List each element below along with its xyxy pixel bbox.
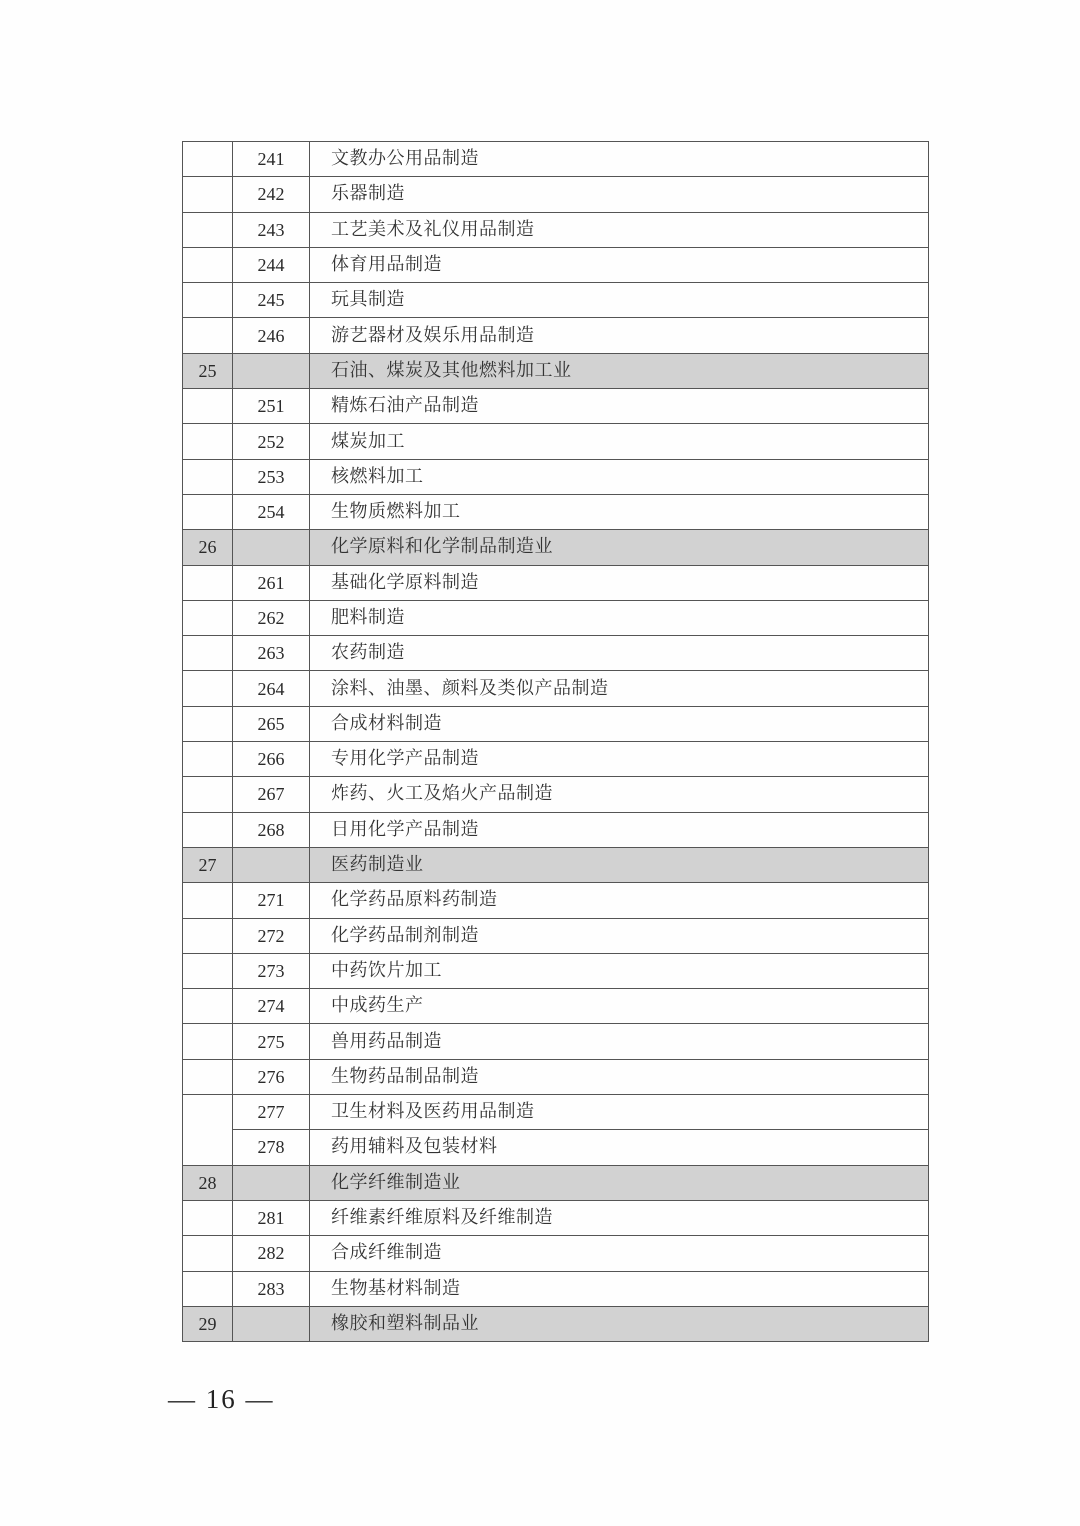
major-code-cell [183,812,233,847]
major-code-cell [183,918,233,953]
major-code-cell [183,424,233,459]
major-code-cell [183,565,233,600]
table-row [183,706,929,741]
major-code-cell: 27 [183,847,233,882]
major-code-cell [183,883,233,918]
major-code-cell [183,600,233,635]
table-row [183,142,929,177]
table-row [183,777,929,812]
major-code-cell [183,1271,233,1306]
major-category-row [183,847,929,882]
major-code-cell: 25 [183,353,233,388]
minor-code-cell: 278 [233,1130,310,1165]
industry-name-cell: 核燃料加工 [310,459,929,494]
industry-name-cell: 生物质燃料加工 [310,494,929,529]
minor-code-cell: 244 [233,247,310,282]
major-category-row [183,1165,929,1200]
minor-code-cell [233,530,310,565]
industry-classification-table [182,141,929,1342]
industry-name-cell: 文教办公用品制造 [310,142,929,177]
minor-code-cell [233,353,310,388]
minor-code-cell: 263 [233,636,310,671]
minor-code-cell: 251 [233,389,310,424]
industry-name-cell: 炸药、火工及焰火产品制造 [310,777,929,812]
minor-code-cell: 273 [233,953,310,988]
major-code-cell: 26 [183,530,233,565]
major-code-cell [183,1200,233,1235]
industry-name-cell: 兽用药品制造 [310,1024,929,1059]
major-code-cell [183,247,233,282]
table-row [183,989,929,1024]
major-category-row [183,1306,929,1341]
table-row [183,494,929,529]
page-number: — 16 — [168,1384,275,1414]
industry-name-cell: 游艺器材及娱乐用品制造 [310,318,929,353]
minor-code-cell: 252 [233,424,310,459]
industry-name-cell: 生物基材料制造 [310,1271,929,1306]
industry-name-cell: 合成纤维制造 [310,1236,929,1271]
table-row [183,318,929,353]
table-row [183,565,929,600]
minor-code-cell: 265 [233,706,310,741]
major-code-cell [183,742,233,777]
industry-name-cell: 玩具制造 [310,283,929,318]
minor-code-cell: 276 [233,1059,310,1094]
industry-name-cell: 中成药生产 [310,989,929,1024]
major-code-cell [183,1024,233,1059]
industry-name-cell: 肥料制造 [310,600,929,635]
industry-name-cell: 化学药品制剂制造 [310,918,929,953]
table-row [183,283,929,318]
major-code-cell [183,1059,233,1094]
minor-code-cell: 267 [233,777,310,812]
industry-name-cell: 合成材料制造 [310,706,929,741]
table-row [183,671,929,706]
table-row [183,600,929,635]
minor-code-cell: 245 [233,283,310,318]
major-category-row [183,353,929,388]
table-row [183,883,929,918]
industry-name-cell: 煤炭加工 [310,424,929,459]
industry-name-cell: 工艺美术及礼仪用品制造 [310,212,929,247]
minor-code-cell: 261 [233,565,310,600]
major-code-cell: 29 [183,1306,233,1341]
table-row [183,636,929,671]
minor-code-cell: 274 [233,989,310,1024]
minor-code-cell: 246 [233,318,310,353]
major-code-cell [183,283,233,318]
industry-name-cell: 生物药品制品制造 [310,1059,929,1094]
table-row [183,459,929,494]
table-row [183,1200,929,1235]
major-code-cell [183,777,233,812]
table-row [183,424,929,459]
minor-code-cell: 241 [233,142,310,177]
minor-code-cell: 262 [233,600,310,635]
major-category-row [183,530,929,565]
major-code-cell [183,636,233,671]
table-row [183,742,929,777]
industry-name-cell: 药用辅料及包装材料 [310,1130,929,1165]
industry-name-cell: 化学药品原料药制造 [310,883,929,918]
industry-name-cell: 农药制造 [310,636,929,671]
table-row [183,247,929,282]
industry-name-cell: 化学纤维制造业 [310,1165,929,1200]
industry-name-cell: 日用化学产品制造 [310,812,929,847]
industry-name-cell: 专用化学产品制造 [310,742,929,777]
industry-name-cell: 化学原料和化学制品制造业 [310,530,929,565]
minor-code-cell: 266 [233,742,310,777]
minor-code-cell: 275 [233,1024,310,1059]
industry-name-cell: 体育用品制造 [310,247,929,282]
minor-code-cell [233,1306,310,1341]
major-code-cell [183,459,233,494]
industry-name-cell: 精炼石油产品制造 [310,389,929,424]
minor-code-cell: 243 [233,212,310,247]
major-code-cell [183,142,233,177]
major-code-cell [183,671,233,706]
major-code-cell [183,389,233,424]
major-code-cell [183,177,233,212]
minor-code-cell [233,1165,310,1200]
major-code-cell [183,706,233,741]
major-code-cell [183,494,233,529]
industry-name-cell: 卫生材料及医药用品制造 [310,1095,929,1130]
minor-code-cell: 281 [233,1200,310,1235]
industry-name-cell: 石油、煤炭及其他燃料加工业 [310,353,929,388]
industry-name-cell: 涂料、油墨、颜料及类似产品制造 [310,671,929,706]
major-code-cell [183,318,233,353]
table-row [183,812,929,847]
table-row [183,1271,929,1306]
industry-name-cell: 医药制造业 [310,847,929,882]
minor-code-cell: 283 [233,1271,310,1306]
table-row [183,212,929,247]
table-row [183,1024,929,1059]
industry-name-cell: 中药饮片加工 [310,953,929,988]
table-row [183,1130,929,1165]
minor-code-cell: 253 [233,459,310,494]
table-row [183,1059,929,1094]
minor-code-cell: 271 [233,883,310,918]
industry-name-cell: 乐器制造 [310,177,929,212]
minor-code-cell: 242 [233,177,310,212]
major-code-cell-merged [183,1095,233,1166]
table-row [183,953,929,988]
major-code-cell: 28 [183,1165,233,1200]
table-row [183,1236,929,1271]
industry-name-cell: 橡胶和塑料制品业 [310,1306,929,1341]
minor-code-cell [233,847,310,882]
table-row [183,389,929,424]
minor-code-cell: 254 [233,494,310,529]
major-code-cell [183,953,233,988]
table-row [183,918,929,953]
major-code-cell [183,1236,233,1271]
minor-code-cell: 268 [233,812,310,847]
table-row [183,177,929,212]
minor-code-cell: 264 [233,671,310,706]
minor-code-cell: 282 [233,1236,310,1271]
major-code-cell [183,989,233,1024]
minor-code-cell: 277 [233,1095,310,1130]
major-code-cell [183,212,233,247]
industry-name-cell: 基础化学原料制造 [310,565,929,600]
minor-code-cell: 272 [233,918,310,953]
table-row [183,1095,929,1130]
industry-name-cell: 纤维素纤维原料及纤维制造 [310,1200,929,1235]
